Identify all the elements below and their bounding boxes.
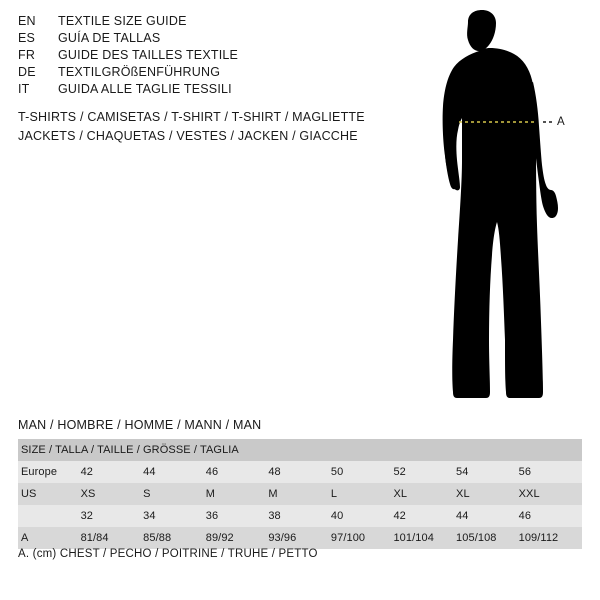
- table-cell: XXL: [519, 483, 582, 505]
- table-cell: 52: [393, 461, 456, 483]
- measure-label-a: A: [557, 116, 566, 128]
- row-label: Europe: [18, 461, 81, 483]
- table-cell: L: [331, 483, 394, 505]
- table-cell: 46: [206, 461, 269, 483]
- table-cell: 81/84: [81, 527, 144, 549]
- table-cell: 97/100: [331, 527, 394, 549]
- row-label: A: [18, 527, 81, 549]
- table-header-row: [18, 439, 582, 461]
- language-text: GUÍA DE TALLAS: [58, 31, 161, 45]
- table-cell: 40: [331, 505, 394, 527]
- table-cell: 50: [331, 461, 394, 483]
- table-cell: M: [206, 483, 269, 505]
- language-row: [18, 14, 378, 31]
- table-row: [18, 505, 582, 527]
- table-row: [18, 527, 582, 549]
- language-text: TEXTILGRÖßENFÜHRUNG: [58, 65, 221, 79]
- table-cell: 101/104: [393, 527, 456, 549]
- garment-category-list: [18, 110, 398, 148]
- table-row: [18, 461, 582, 483]
- table-cell: 42: [393, 505, 456, 527]
- table-cell: 48: [268, 461, 331, 483]
- table-cell: XL: [456, 483, 519, 505]
- table-cell: 32: [81, 505, 144, 527]
- table-header-label: SIZE / TALLA / TAILLE / GRÖSSE / TAGLIA: [18, 439, 582, 461]
- table-cell: 85/88: [143, 527, 206, 549]
- language-list: [18, 14, 378, 99]
- row-label: US: [18, 483, 81, 505]
- table-group-title: MAN / HOMBRE / HOMME / MANN / MAN: [18, 418, 262, 432]
- language-row: [18, 65, 378, 82]
- table-cell: 44: [143, 461, 206, 483]
- table-cell: XS: [81, 483, 144, 505]
- language-row: [18, 31, 378, 48]
- size-table: [18, 439, 582, 549]
- table-cell: 89/92: [206, 527, 269, 549]
- language-row: [18, 82, 378, 99]
- language-code: DE: [18, 65, 36, 79]
- table-row: [18, 483, 582, 505]
- table-cell: 38: [268, 505, 331, 527]
- footnote-chest-measure: A. (cm) CHEST / PECHO / POITRINE / TRUHE / PETTO: [18, 548, 318, 560]
- table-cell: 109/112: [519, 527, 582, 549]
- table-cell: 54: [456, 461, 519, 483]
- table-cell: XL: [393, 483, 456, 505]
- table-cell: 36: [206, 505, 269, 527]
- language-text: GUIDE DES TAILLES TEXTILE: [58, 48, 239, 62]
- row-label: [18, 505, 81, 527]
- garment-line-jackets: JACKETS / CHAQUETAS / VESTES / JACKEN / GIACCHE: [18, 129, 358, 143]
- language-row: [18, 48, 378, 65]
- size-table-area: [18, 418, 582, 549]
- language-text: TEXTILE SIZE GUIDE: [58, 14, 187, 28]
- garment-line-tshirts: T-SHIRTS / CAMISETAS / T-SHIRT / T-SHIRT / MAGLIETTE: [18, 110, 365, 124]
- language-code: EN: [18, 14, 36, 28]
- man-silhouette-figure: [400, 10, 595, 410]
- table-cell: 46: [519, 505, 582, 527]
- table-cell: M: [268, 483, 331, 505]
- table-cell: 34: [143, 505, 206, 527]
- language-code: IT: [18, 82, 30, 96]
- table-cell: S: [143, 483, 206, 505]
- table-cell: 93/96: [268, 527, 331, 549]
- language-code: FR: [18, 48, 36, 62]
- language-code: ES: [18, 31, 36, 45]
- language-text: GUIDA ALLE TAGLIE TESSILI: [58, 82, 232, 96]
- table-cell: 56: [519, 461, 582, 483]
- silhouette-icon: [400, 10, 595, 410]
- table-cell: 105/108: [456, 527, 519, 549]
- table-cell: 42: [81, 461, 144, 483]
- table-cell: 44: [456, 505, 519, 527]
